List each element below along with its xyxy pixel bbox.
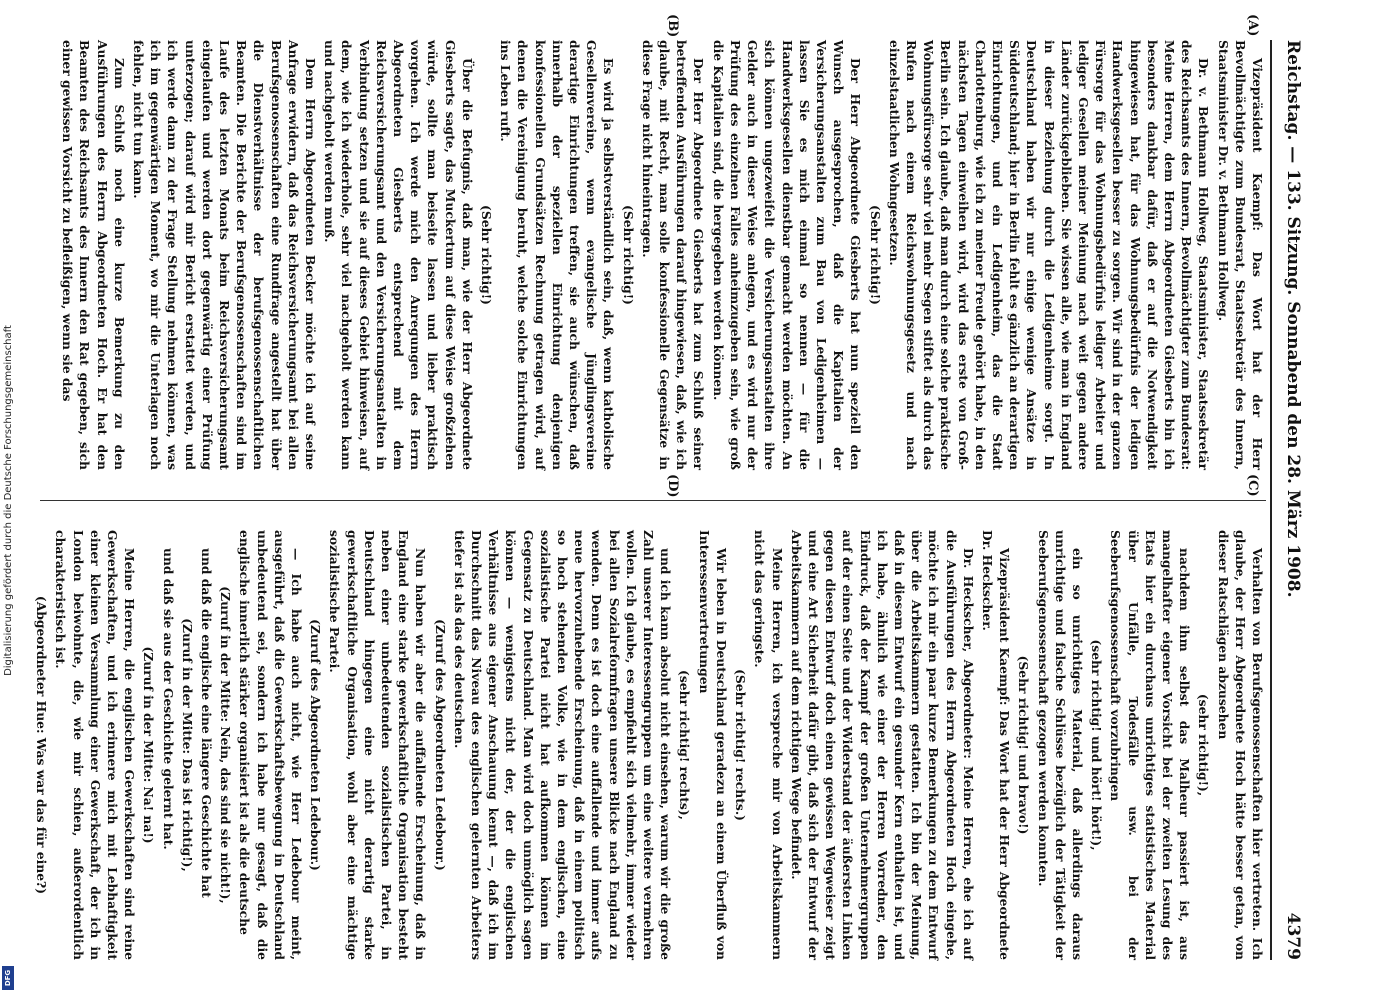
dfg-logo: DFG (2, 966, 14, 990)
page-header (1270, 40, 1308, 960)
funding-note: Digitalisierung gefördert durch die Deutsche Forschungsgemeinschaft (2, 324, 14, 676)
paragraph: (Abgeordneter Hue: Was war das für eine?) (34, 595, 50, 895)
paragraph: (sehr richtig! und hört! hört!), (1089, 639, 1105, 851)
paragraph: Meine Herren, ich verspreche mir von Arbeitskammern nicht das geringste. (752, 530, 785, 960)
margin-marker-a: (A) (1245, 14, 1260, 37)
paragraph: Dr. v. Bethmann Hollweg, Staatsminister, Staatssekretär des Reichsamts des Innern, Bevollmächtigter zum Bundesrat: Meine Herren, dem Herrn Abgeordneten Giesberts bin ich besonders dankbar dafür, daß er auf die Notwendigkeit hingewiesen hat, für das Wohnungsbedürfnis der ledigen Handwerksgesellen besser zu sorgen. Wir sind in der ganzen Fürsorge für das Wohnungsbedürfnis lediger Arbeiter und lediger Gesellen meiner Meinung nach weit gegen andere Länder zurückgeblieben. Sie wissen alle, wie man in England in dieser Beziehung durch die Ledigenheime sorgt. In Deutschland haben wir nur einige wenige Ansätze in Süddeutschland; hier in Berlin fehlt es gänzlich an derartigen Einrichtungen, und ein Ledigenheim, das die Stadt Charlottenburg, wie ich zu meiner Freude gehört habe, in den nächsten Tagen einweihen wird, wird das erste von Groß-Berlin sein. Ich glaube, daß man durch eine solche praktische Wohnungsfürsorge sehr viel mehr Segen stiftet als durch das Rufen nach einem Reichswohnungsgesetz und nach einzelstaatlichen Wohngesetzen. (886, 40, 1212, 470)
paragraph: (Sehr richtig! rechts.) (733, 669, 749, 821)
paragraph: (sehr richtig! rechts), (677, 670, 693, 820)
paragraph: (Sehr richtig!) (620, 205, 636, 305)
paragraph: (Zuruf in der Mitte: Das ist richtig!), (179, 618, 195, 872)
paragraph: (Zuruf in der Mitte: Na! na!) (141, 646, 157, 844)
column-divider (40, 500, 1266, 501)
paragraph: Nun haben wir aber die auffallende Erscheinung, daß in England eine starke gewerkschaftliche Organisation besteht neben einer unbedeutenden sozialistischen Partei, in Deutschland hingegen eine nicht derartig starke gewerkschaftliche Organisation, wohl aber eine mächtige sozialistische Partei. (327, 530, 429, 960)
paragraph: Vizepräsident Kaempf: Das Wort hat der Herr Bevollmächtigte zum Bundesrat, Staatssekretär des Innern, Staatsminister Dr. v. Bethmann Hollweg. (1215, 40, 1265, 470)
paragraph: Vizepräsident Kaempf: Das Wort hat der Herr Abgeordnete Dr. Heckscher. (979, 530, 1013, 960)
paragraph: und daß die englische eine längere Geschichte hat (199, 548, 215, 898)
page-number: 4379 (1283, 912, 1303, 960)
paragraph: und ich kann absolut nicht einsehen, warum wir die große Zahl unserer Interessengruppen um eine weitere vermehren wollen. Ich glaube, es empfiehlt sich vielmehr, immer wieder bei allen Sozialreformfragen unsere Blicke nach England zu wenden. Denn es ist doch eine auffallende und immer aufs neue hervorzuhebende Erscheinung, daß in einem politisch so hoch stehenden Volke, wie in dem englischen, eine sozialistische Partei nicht hat aufkommen können im Gegensatz zu Deutschland. Man wird doch unmöglich sagen können — wenigstens nicht der, der die englischen Verhältnisse aus eigener Anschauung kennt —, daß ich im Durchschnitt das Niveau des englischen gelernten Arbeiters tiefer ist als das des deutschen. (451, 530, 674, 960)
paragraph: ein so unrichtiges Material, daß allerdings daraus unrichtige und falsche Schlüsse bezüglich der Tätigkeit der Seeberufsgenossenschaft gezogen werden konnten. (1035, 530, 1085, 960)
paragraph: Wir leben in Deutschland geradezu an einem Überfluß von Interessenvertretungen (696, 530, 729, 960)
paragraph: (Sehr richtig!) (479, 205, 495, 305)
paragraph: Dr. Heckscher, Abgeordneter: Meine Herren, ehe ich auf die Ausführungen des Herrn Abgeordneten Hoch eingehe, möchte ich mir ein paar kurze Bemerkungen zu dem Entwurf über die Arbeitskammern gestatten. Ich bin der Meinung, daß in diesem Entwurf ein gesunder Kern enthalten ist, und ich habe, ähnlich wie einer der Herren Vorredner, den Eindruck, daß der Kampf der großen Unternehmergruppen auf der einen Seite und der Widerstand der äußersten Linken gegen diesen Entwurf doch einen gewissen Wegweiser zeigt und eine Art Sicherheit dafür gibt, daß sich der Entwurf der Arbeitskammern auf dem richtigen Wege befindet. (788, 530, 976, 960)
paragraph: Über die Befugnis, daß man, wie der Herr Abgeordnete Giesberts sagte, das Muckertum auf diese Weise großziehen würde, sollte man beiseite lassen und lieber praktisch vorgehen. Ich werde mich den Anregungen des Herrn Abgeordneten Giesberts entsprechend mit dem Reichsversicherungsamt und den Versicherungsanstalten in Verbindung setzen und sie auf dieses Gebiet hinweisen, auf dem, wie ich wiederhole, sehr viel nachgeholt werden kann und nachgeholt werden muß. (322, 40, 475, 470)
paragraph: — Ich habe auch nicht, wie Herr Ledebour meint, ausgeführt, daß die Gewerkschaftsbewegung in Deutschland unbedeutend sei, sondern ich habe nur gesagt, daß die englische innerlich stärker organisiert ist als die deutsche (237, 530, 305, 960)
paragraph: nachdem ihm selbst das Malheur passiert ist, aus mangelhafter eigener Vorsicht bei der zweiten Lesung des Etats hier ein durchaus unrichtiges statistisches Material über Unfälle, Todesfälle usw. bei der Seeberufsgenossenschaft vorzubringen (1108, 530, 1193, 960)
paragraph: (sehr richtig!), (1196, 693, 1212, 797)
paragraph: (Zuruf des Abgeordneten Ledebour.) (308, 619, 324, 871)
right-column (34, 530, 1266, 960)
paragraph: Der Herr Abgeordnete Giesberts hat nun speziell den Wunsch ausgesprochen, daß die Kapitalien der Versicherungsanstalten zum Bau von Ledigenheimen — lassen Sie es mich einmal so nennen — für die Handwerksgesellen dienstbar gemacht werden möchten. An sich können ungezweifelt die Versicherungsanstalten ihre Gelder auch in dieser Weise anlegen, und es wird nur der Prüfung des einzelnen Falles anheimzugeben sein, wie groß die Kapitalien sind, die hergegeben werden können. (710, 40, 864, 470)
paragraph: Verhalten von Berufsgenossenschaften hier vertreten. Ich glaube, der Herr Abgeordnete Hoch hätte besser getan, von dieser Ratschlägen abzusehen (1215, 530, 1265, 960)
paragraph: Meine Herren, die englischen Gewerkschaften sind reine Gewerkschaften, und ich erinnere mich mit Lebhaftigkeit einer kleinen Versammlung einer Gewerkschaft, der ich in London beiwohnte, die, wie mir schien, außerordentlich charakteristisch ist. (53, 530, 138, 960)
paragraph: Es wird ja selbstverständlich sein, daß, wenn katholische Gesellenvereine, wenn evangelische Jünglingsvereine derartige Einrichtungen treffen, sie auch wünschen, daß innerhalb der speziellen Einrichtung denjenigen konfessionellen Grundsätzen Rechnung getragen wird, auf denen die Vereinigung beruht, welche solche Einrichtungen ins Leben ruft. (498, 40, 617, 470)
paragraph: Dem Herrn Abgeordneten Becker möchte ich auf seine Anfrage erwidern, daß das Reichsversicherungsamt bei allen Berufsgenossenschaften eine Rundfrage angestellt hat über die Dienstverhältnisse der berufsgenossenschaftlichen Beamten. Die Berichte der Berufsgenossenschaften sind im Laufe des letzten Monats beim Reichsversicherungsamt eingelaufen und werden dort gegenwärtig einer Prüfung unterzogen; darauf wird mir Bericht erstattet werden, und ich werde dann zu der Frage Stellung nehmen können, was ich im gegenwärtigen Moment, wo mir die Unterlagen noch fehlen, nicht tun kann. (131, 40, 319, 470)
paragraph: (Zuruf des Abgeordneten Ledebour.) (432, 619, 448, 871)
margin-marker-c: (C) (1245, 474, 1260, 497)
margin-marker-d: (D) (665, 474, 680, 498)
margin-marker-b: (B) (665, 14, 680, 38)
paragraph: und daß sie aus der Geschichte gelernt hat. (160, 548, 176, 850)
paragraph: (Sehr richtig!) (867, 205, 883, 305)
paragraph: Der Herr Abgeordnete Giesberts hat zum Schluß seiner betreffenden Ausführungen darauf hingewiesen, daß, wie ich glaube, mit Recht, man solle konfessionelle Gegensätze in diese Frage nicht hineintragen. (639, 40, 707, 470)
paragraph: (Sehr richtig! und bravo!) (1016, 655, 1032, 835)
left-column (40, 40, 1266, 470)
paragraph: Zum Schluß noch eine kurze Bemerkung zu den Ausführungen des Herrn Abgeordneten Hoch. Er hat den Beamten des Reichsamts des Innern den Rat gegeben, sich einer gewissen Vorsicht zu befleißigen, wenn sie das (60, 40, 127, 470)
header-title: Reichstag. — 133. Sitzung. Sonnabend den 28. März 1908. (1283, 40, 1303, 598)
paragraph: (Zuruf in der Mitte: Nein, das sind sie nicht!), (218, 586, 234, 904)
